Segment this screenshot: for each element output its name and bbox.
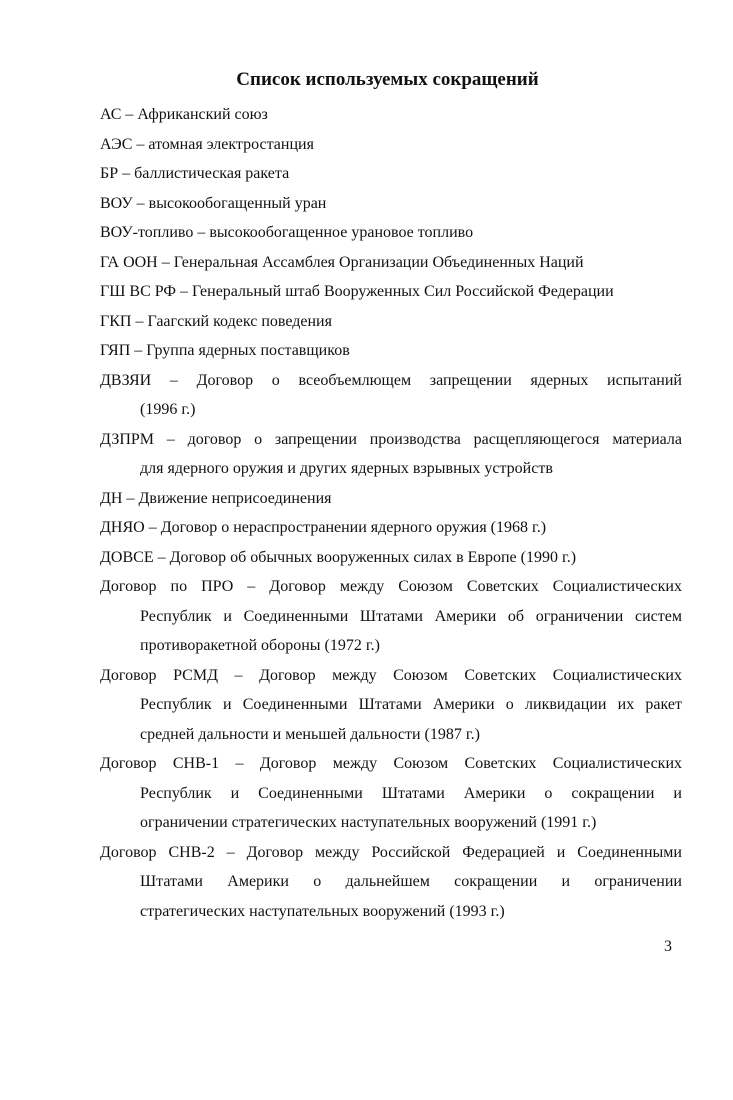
entry-continuation: для ядерного оружия и других ядерных взрывных устройств (140, 460, 553, 477)
abbreviation-entry (100, 543, 682, 573)
abbreviation-entry (100, 838, 682, 927)
entry-text: ГА ООН – Генеральная Ассамблея Организации Объединенных Наций (100, 253, 584, 271)
entry-continuation: стратегических наступательных вооружений (1993 г.) (140, 902, 505, 920)
entry-text: ДОВСЕ – Договор об обычных вооруженных силах в Европе (1990 г.) (100, 548, 577, 566)
entry-text: ГКП – Гаагский кодекс поведения (100, 312, 332, 330)
entry-text: Договор по ПРО – Договор между Союзом Советских Социалистических (100, 578, 682, 595)
page-title: Список используемых сокращений (236, 69, 539, 90)
entry-text: БР – баллистическая ракета (100, 165, 290, 182)
entry-continuation: средней дальности и меньшей дальности (1987 г.) (140, 725, 480, 743)
abbreviation-entry (100, 513, 682, 543)
abbreviation-entry (100, 572, 682, 661)
abbreviation-entry (100, 159, 682, 189)
entry-continuation: Республик и Соединенными Штатами Америки о ликвидации их ракет (140, 696, 682, 713)
entry-text: АС – Африканский союз (100, 106, 268, 123)
entry-text: ДН – Движение неприсоединения (100, 489, 332, 507)
abbreviation-entry (100, 218, 682, 248)
entry-text: ВОУ – высокообогащенный уран (100, 194, 327, 212)
entry-text: АЭС – атомная электростанция (100, 135, 314, 153)
abbreviation-entry (100, 749, 682, 838)
entry-text: Договор СНВ-1 – Договор между Союзом Советских Социалистических (100, 755, 682, 772)
abbreviation-entry (100, 484, 682, 514)
entry-text: ГЯП – Группа ядерных поставщиков (100, 342, 350, 359)
abbreviation-entry (100, 130, 682, 160)
abbreviation-entry (100, 366, 682, 425)
entry-text: ВОУ-топливо – высокообогащенное урановое топливо (100, 224, 474, 241)
abbreviation-entry (100, 307, 682, 337)
abbreviation-list (100, 100, 682, 926)
entry-text: Договор СНВ-2 – Договор между Российской Федерацией и Соединенными (100, 843, 682, 861)
abbreviation-entry (100, 661, 682, 750)
abbreviation-entry (100, 100, 682, 130)
abbreviation-entry (100, 277, 682, 307)
entry-text: ДЗПРМ – договор о запрещении производства расщепляющегося материала (100, 430, 682, 448)
entry-continuation: (1996 г.) (140, 401, 196, 418)
entry-text: ДВЗЯИ – Договор о всеобъемлющем запрещении ядерных испытаний (100, 371, 682, 389)
entry-continuation: противоракетной обороны (1972 г.) (140, 637, 380, 654)
entry-text: ГШ ВС РФ – Генеральный штаб Вооруженных Сил Российской Федерации (100, 283, 614, 300)
entry-continuation: Республик и Соединенными Штатами Америки о сокращении и (140, 784, 682, 802)
page-number: 3 (664, 938, 672, 955)
entry-continuation: Республик и Соединенными Штатами Америки об ограничении систем (140, 607, 682, 625)
entry-continuation: ограничении стратегических наступательных вооружений (1991 г.) (140, 814, 597, 831)
abbreviation-entry (100, 425, 682, 484)
entry-continuation: Штатами Америки о дальнейшем сокращении и ограничении (140, 873, 682, 890)
abbreviation-entry (100, 336, 682, 366)
entry-text: ДНЯО – Договор о нераспространении ядерного оружия (1968 г.) (100, 519, 547, 536)
entry-text: Договор РСМД – Договор между Союзом Советских Социалистических (100, 666, 682, 684)
abbreviation-entry (100, 189, 682, 219)
abbreviation-entry (100, 248, 682, 278)
